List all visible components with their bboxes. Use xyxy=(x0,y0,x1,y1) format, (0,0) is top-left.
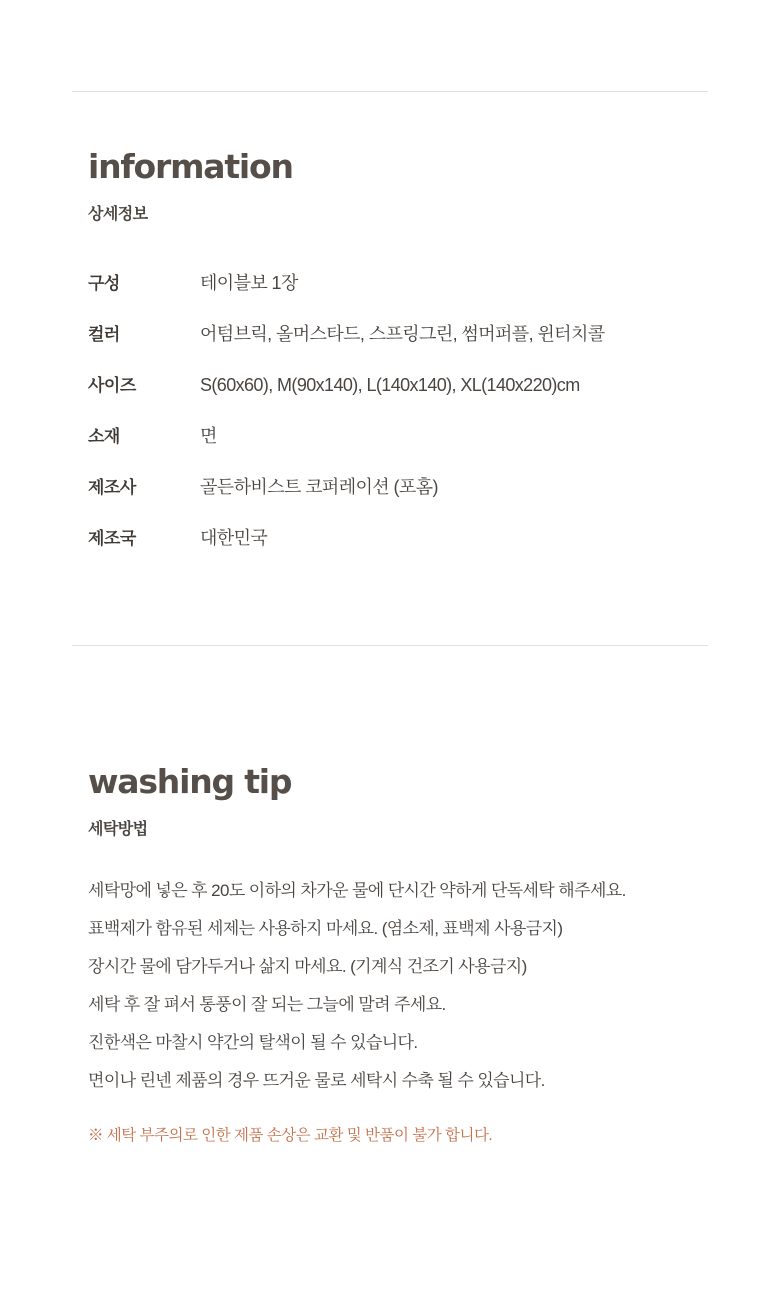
table-row xyxy=(88,462,708,513)
washing-warning-note: ※ 세탁 부주의로 인한 제품 손상은 교환 및 반품이 불가 합니다. xyxy=(88,1127,493,1144)
spec-value: 면 xyxy=(200,426,217,446)
table-row xyxy=(88,411,708,462)
divider-middle xyxy=(72,645,708,646)
spec-label: 제조국 xyxy=(88,529,136,548)
spec-value: 골든하비스트 코퍼레이션 (포홈) xyxy=(200,477,438,497)
spec-label: 컬러 xyxy=(88,325,120,344)
spec-value: 테이블보 1장 xyxy=(200,273,298,293)
information-heading-ko: 상세정보 xyxy=(88,206,148,223)
spec-value: S(60x60), M(90x140), L(140x140), XL(140x220)cm xyxy=(200,375,580,395)
table-row xyxy=(88,258,708,309)
list-item: 장시간 물에 담가두거나 삶지 마세요. (기계식 건조기 사용금지) xyxy=(88,957,527,976)
specification-table xyxy=(88,258,708,564)
spec-value: 대한민국 xyxy=(200,528,268,548)
list-item: 세탁망에 넣은 후 20도 이하의 차가운 물에 단시간 약하게 단독세탁 해주세요. xyxy=(88,881,626,900)
table-row xyxy=(88,513,708,564)
information-heading-en: information xyxy=(88,147,293,186)
list-item: 면이나 린넨 제품의 경우 뜨거운 물로 세탁시 수축 될 수 있습니다. xyxy=(88,1071,545,1090)
washing-tip-section xyxy=(88,762,728,1148)
washing-heading-ko: 세탁방법 xyxy=(88,821,148,838)
spec-label: 사이즈 xyxy=(88,376,136,395)
spec-label: 제조사 xyxy=(88,478,136,497)
list-item: 진한색은 마찰시 약간의 탈색이 될 수 있습니다. xyxy=(88,1033,418,1052)
list-item: 표백제가 함유된 세제는 사용하지 마세요. (염소제, 표백제 사용금지) xyxy=(88,919,563,938)
spec-value: 어텀브릭, 올머스타드, 스프링그린, 썸머퍼플, 윈터치콜 xyxy=(200,324,605,344)
information-section xyxy=(88,147,708,564)
spec-label: 구성 xyxy=(88,274,120,293)
washing-heading-en: washing tip xyxy=(88,762,292,801)
washing-instruction-list xyxy=(88,872,728,1100)
table-row xyxy=(88,360,708,411)
divider-top xyxy=(72,91,708,92)
spec-label: 소재 xyxy=(88,427,120,446)
table-row xyxy=(88,309,708,360)
list-item: 세탁 후 잘 펴서 통풍이 잘 되는 그늘에 말려 주세요. xyxy=(88,995,446,1014)
